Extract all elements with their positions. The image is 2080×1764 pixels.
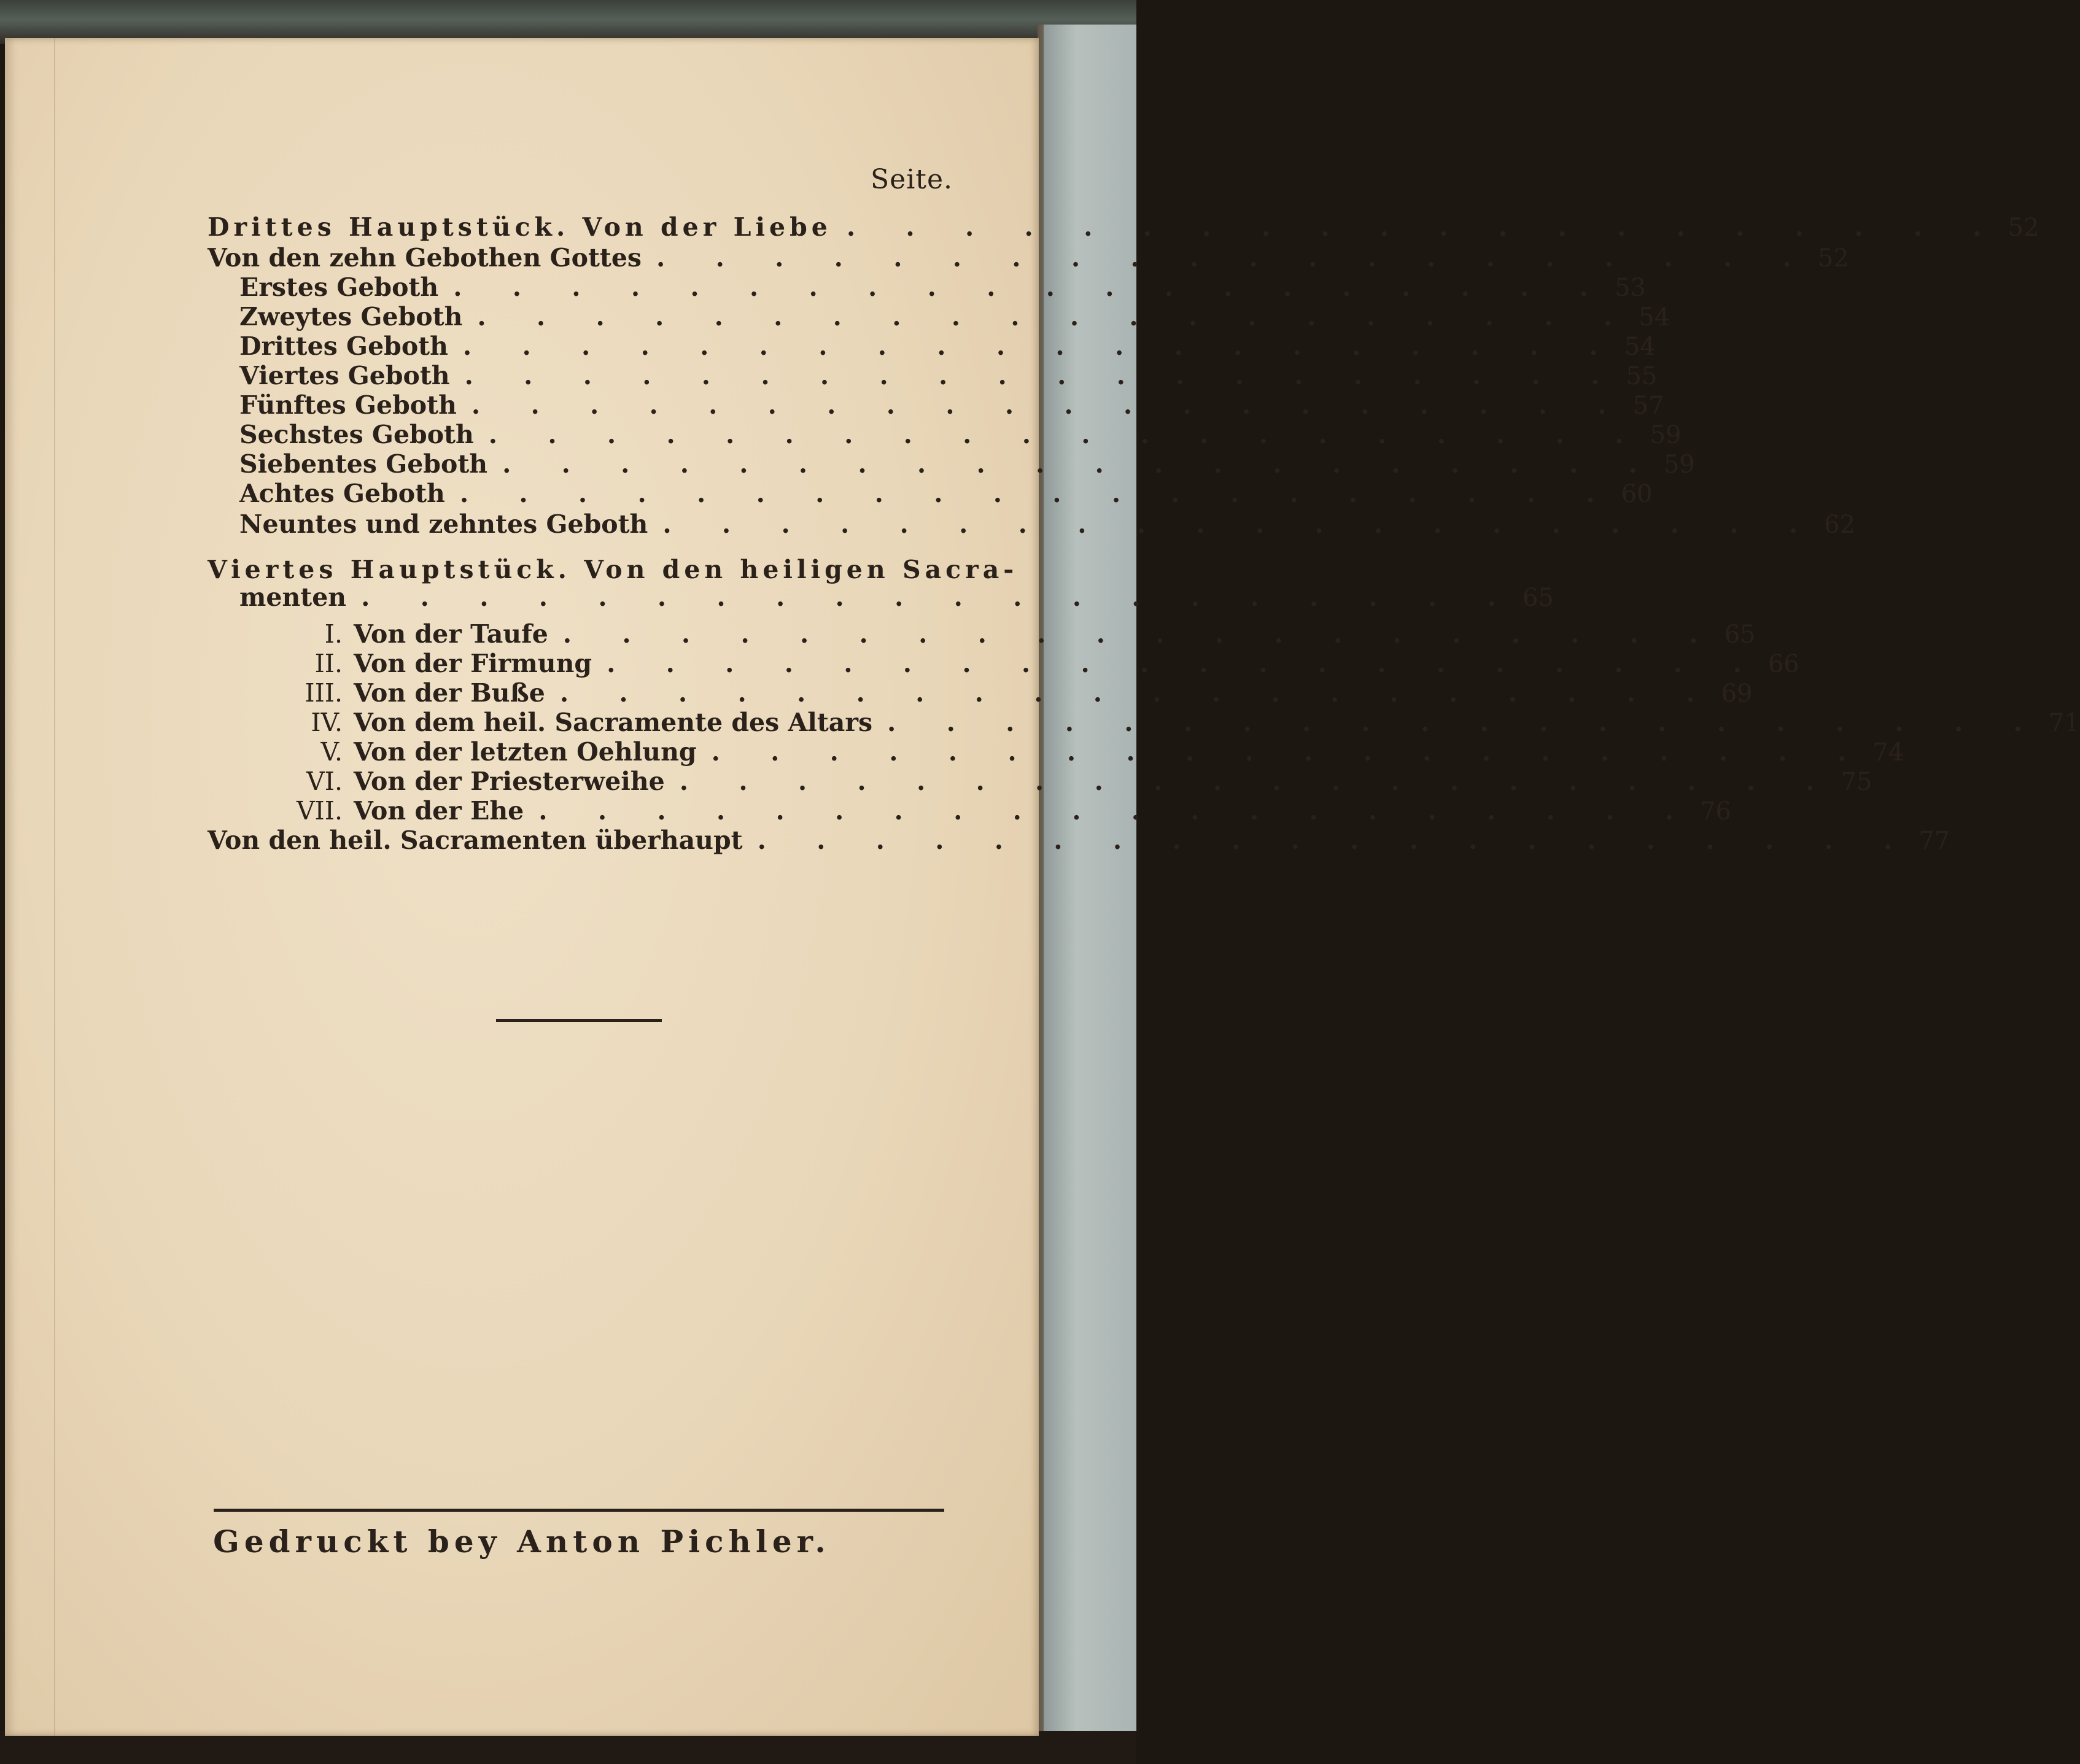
toc-entry-label: [208, 212, 832, 242]
toc-entry-title: Von der Firmung: [354, 649, 592, 678]
toc-leader-dots: . . . . . . . . . . . . . . . . . . . .: [887, 708, 2043, 737]
toc-page-number: 75: [1841, 768, 1872, 796]
toc-leader-dots: . . . . . . . . . . . . . . . . . . . .: [361, 582, 1517, 612]
toc-entry: [239, 478, 1653, 508]
toc-entry-title: Siebentes Geboth: [239, 449, 488, 479]
printer-imprint: Gedruckt bey Anton Pichler.: [213, 1523, 831, 1560]
toc-entry-title: Zweytes Geboth: [239, 302, 463, 331]
toc-entry: [208, 242, 1849, 273]
toc-page-number: 69: [1721, 679, 1753, 708]
toc-leader-dots: . . . . . . . . . . . . . . . . . . . .: [607, 649, 1763, 678]
book-page: [5, 38, 2080, 1736]
toc-entry-title: Achtes Geboth: [239, 479, 445, 508]
toc-entry-roman-numeral: IV.: [311, 708, 343, 737]
toc-entry-label: [239, 302, 462, 331]
toc-page-number: 59: [1650, 421, 1682, 449]
toc-entry: [239, 508, 1856, 539]
toc-page-number: 76: [1700, 797, 1731, 826]
toc-leader-dots: . . . . . . . . . . . . . . . . . . . .: [464, 361, 1621, 390]
toc-entry-roman-numeral: II.: [314, 649, 343, 678]
toc-entry: [293, 765, 1872, 796]
toc-entry: [208, 824, 1950, 855]
toc-entry-label: [293, 678, 545, 708]
toc-entry: [293, 648, 1799, 678]
table-of-contents: [5, 38, 2080, 1736]
toc-leader-dots: . . . . . . . . . . . . . . . . . . . .: [459, 479, 1616, 508]
toc-entry-title: Von der Ehe: [354, 796, 524, 826]
toc-page-number: 60: [1621, 480, 1653, 508]
toc-leader-dots: . . . . . . . . . . . . . . . . . . . .: [757, 826, 1914, 855]
toc-entry: [239, 581, 1554, 612]
toc-entry-roman-numeral: V.: [320, 737, 343, 767]
toc-entry-title: Viertes Geboth: [239, 361, 450, 390]
toc-entry: [239, 271, 1646, 302]
toc-entry: [293, 618, 1756, 649]
toc-entry-label: [239, 420, 474, 449]
toc-entry-title: Von den heil. Sacramenten überhaupt: [208, 826, 743, 855]
toc-entry: [239, 389, 1664, 420]
toc-entry-title: menten: [239, 582, 347, 612]
toc-entry-title: Von den zehn Gebothen Gottes: [208, 243, 642, 273]
toc-entry-title: Von der Priesterweihe: [354, 767, 665, 796]
toc-entry-title: Von der letzten Oehlung: [354, 737, 697, 767]
toc-page-number: 62: [1824, 511, 1856, 539]
toc-page-number: 66: [1768, 650, 1799, 678]
toc-entry-label: [239, 361, 450, 390]
toc-leader-dots: . . . . . . . . . . . . . . . . . . . .: [656, 243, 1812, 273]
toc-entry-title: Von dem heil. Sacramente des Altars: [354, 708, 873, 737]
toc-entry-label: [239, 582, 346, 612]
toc-page-number: 59: [1663, 451, 1695, 479]
toc-entry-label: [239, 509, 648, 539]
toc-entry-label: [239, 273, 438, 302]
toc-entry-roman-numeral: I.: [324, 619, 343, 649]
toc-leader-dots: . . . . . . . . . . . . . . . . . . . .: [462, 331, 1619, 361]
toc-page-number: 52: [2008, 214, 2039, 242]
toc-entry-label: [239, 331, 448, 361]
toc-entry-label: [239, 479, 445, 508]
section-divider-short: [496, 1019, 662, 1022]
toc-entry-label: [239, 390, 457, 420]
toc-entry-title: Drittes Hauptstück. Von der Liebe: [208, 212, 832, 242]
toc-page-number: 65: [1522, 584, 1554, 612]
toc-entry-label: [293, 767, 665, 796]
toc-leader-dots: . . . . . . . . . . . . . . . . . . . .: [562, 619, 1719, 649]
toc-page-number: 52: [1817, 244, 1849, 273]
toc-entry-label: [208, 555, 1018, 584]
toc-page-number: 54: [1624, 333, 1656, 361]
toc-leader-dots: . . . . . . . . . . . . . . . . . . . .: [488, 420, 1645, 449]
toc-entry-label: [293, 708, 872, 737]
toc-entry-title: Drittes Geboth: [239, 331, 448, 361]
toc-leader-dots: . . . . . . . . . . . . . . . . . . . .: [502, 449, 1658, 479]
toc-leader-dots: . . . . . . . . . . . . . . . . . . . .: [471, 390, 1628, 420]
toc-entry: [293, 795, 1731, 826]
toc-page-number: 53: [1614, 274, 1646, 302]
toc-entry: [239, 419, 1682, 449]
toc-entry-roman-numeral: III.: [305, 678, 343, 708]
toc-entry: [208, 554, 1019, 584]
toc-entry-label: [208, 243, 642, 273]
toc-page-number: 71: [2048, 709, 2080, 737]
toc-leader-dots: . . . . . . . . . . . . . . . . . . . .: [711, 737, 1868, 767]
toc-entry-label: [293, 649, 592, 678]
toc-page-number: 55: [1626, 362, 1658, 390]
toc-entry-title: Von der Taufe: [354, 619, 548, 649]
imprint-divider-rule: [214, 1509, 944, 1512]
toc-entry: [208, 211, 2039, 242]
toc-leader-dots: . . . . . . . . . . . . . . . . . . . .: [679, 767, 1836, 796]
toc-entry-label: [239, 449, 487, 479]
toc-leader-dots: . . . . . . . . . . . . . . . . . . . .: [559, 678, 1716, 708]
toc-entry: [239, 360, 1658, 390]
toc-entry-label: [293, 737, 697, 767]
toc-page-number: 57: [1632, 392, 1664, 420]
toc-entry-label: [293, 796, 524, 826]
toc-entry-roman-numeral: VII.: [296, 796, 343, 826]
toc-page-number: 54: [1639, 303, 1671, 331]
toc-entry-title: Erstes Geboth: [239, 273, 439, 302]
toc-entry: [293, 706, 2080, 737]
toc-entry-title: Von der Buße: [354, 678, 545, 708]
toc-entry: [239, 301, 1671, 331]
toc-entry-title: Fünftes Geboth: [239, 390, 457, 420]
toc-leader-dots: . . . . . . . . . . . . . . . . . . . .: [453, 273, 1609, 302]
toc-entry: [293, 736, 1904, 767]
toc-entry-roman-numeral: VI.: [306, 767, 343, 796]
toc-entry: [293, 677, 1753, 708]
book-bottom-edge: [0, 1731, 1136, 1764]
toc-entry-title: Sechstes Geboth: [239, 420, 474, 449]
toc-leader-dots: . . . . . . . . . . . . . . . . . . . .: [662, 509, 1819, 539]
toc-leader-dots: . . . . . . . . . . . . . . . . . . . .: [538, 796, 1694, 826]
toc-leader-dots: . . . . . . . . . . . . . . . . . . . .: [477, 302, 1634, 331]
toc-page-number: 74: [1872, 738, 1904, 767]
toc-entry: [239, 330, 1656, 361]
toc-entry-title: Neuntes und zehntes Geboth: [239, 509, 648, 539]
toc-entry: [239, 448, 1695, 479]
toc-leader-dots: . . . . . . . . . . . . . . . . . . . .: [846, 212, 2003, 242]
toc-entry-label: [293, 619, 548, 649]
toc-entry-title: Viertes Hauptstück. Von den heiligen Sacra-: [208, 555, 1019, 584]
toc-page-number: 77: [1919, 827, 1950, 855]
toc-page-number: 65: [1724, 621, 1756, 649]
toc-entry-label: [208, 826, 743, 855]
page-column-header: Seite.: [871, 164, 953, 195]
